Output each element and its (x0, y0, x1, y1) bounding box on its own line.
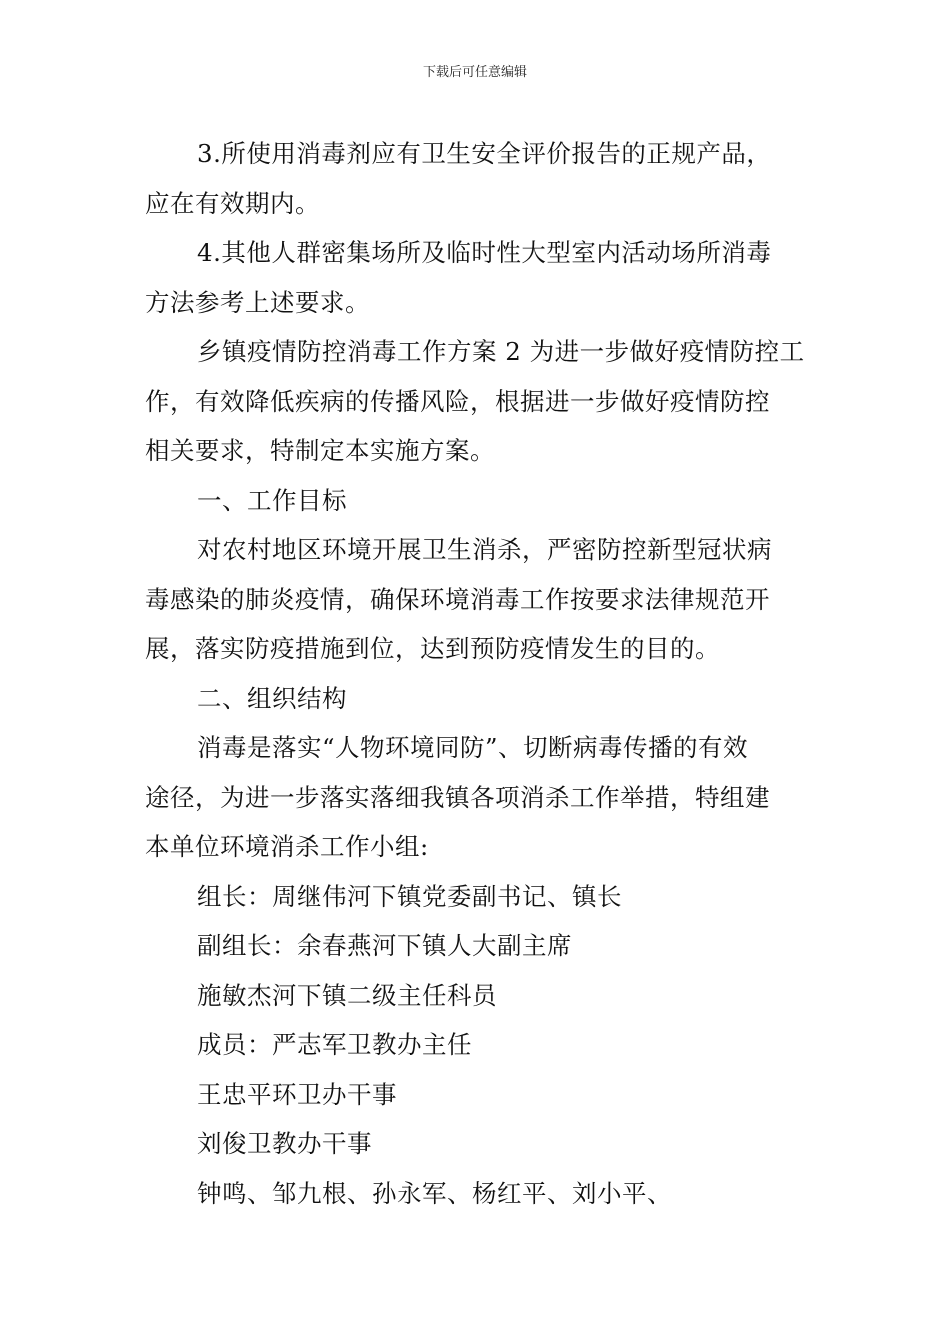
section-heading-goal (145, 476, 810, 526)
member-leader (145, 872, 810, 922)
paragraph-line: 二、组织结构 (197, 683, 347, 713)
member-item (145, 1119, 810, 1169)
paragraph-line: 相关要求，特制定本实施方案。 (145, 436, 495, 465)
paragraph-item-3 (145, 129, 810, 228)
paragraph-line: 成员：严志军卫教办主任 (197, 1030, 472, 1059)
paragraph-line: 钟鸣、邹九根、孙永军、杨红平、刘小平、 (197, 1178, 672, 1208)
paragraph-line: 毒感染的肺炎疫情，确保环境消毒工作按要求法律规范开 (145, 584, 770, 614)
member-item (145, 1169, 810, 1219)
paragraph-item-4 (145, 228, 810, 327)
paragraph-line: 作，有效降低疾病的传播风险，根据进一步做好疫情防控 (145, 386, 770, 416)
paragraph-line: 本单位环境消杀工作小组: (145, 832, 429, 861)
page-header: 下载后可任意编辑 (422, 65, 527, 80)
paragraph-plan-intro (145, 327, 810, 476)
paragraph-organization (145, 723, 810, 872)
member-deputy-2 (145, 971, 810, 1021)
paragraph-line: 途径，为进一步落实落细我镇各项消杀工作举措，特组建 (145, 782, 770, 812)
paragraph-line: 组长：周继伟河下镇党委副书记、镇长 (197, 881, 622, 911)
paragraph-line: 一、工作目标 (197, 485, 347, 515)
paragraph-line: 王忠平环卫办干事 (197, 1079, 397, 1109)
paragraph-line: 副组长：余春燕河下镇人大副主席 (197, 931, 572, 960)
paragraph-line: 消毒是落实“人物环境同防”、切断病毒传播的有效 (197, 733, 749, 762)
member-item (145, 1070, 810, 1120)
paragraph-line: 展，落实防疫措施到位，达到预防疫情发生的目的。 (145, 634, 720, 663)
paragraph-line: 刘俊卫教办干事 (197, 1129, 372, 1158)
document-body (145, 129, 810, 1218)
paragraph-line: 4.其他人群密集场所及临时性大型室内活动场所消毒 (197, 238, 772, 267)
member-list-head (145, 1020, 810, 1070)
member-deputy-leader (145, 921, 810, 971)
paragraph-line: 对农村地区环境开展卫生消杀，严密防控新型冠状病 (197, 535, 772, 564)
paragraph-line: 乡镇疫情防控消毒工作方案 2 为进一步做好疫情防控工 (197, 337, 805, 366)
paragraph-line: 应在有效期内。 (145, 188, 320, 218)
paragraph-line: 方法参考上述要求。 (145, 287, 370, 317)
section-heading-organization (145, 674, 810, 724)
paragraph-line: 施敏杰河下镇二级主任科员 (197, 980, 497, 1010)
paragraph-line: 3.所使用消毒剂应有卫生安全评价报告的正规产品， (197, 139, 772, 168)
paragraph-goal (145, 525, 810, 674)
